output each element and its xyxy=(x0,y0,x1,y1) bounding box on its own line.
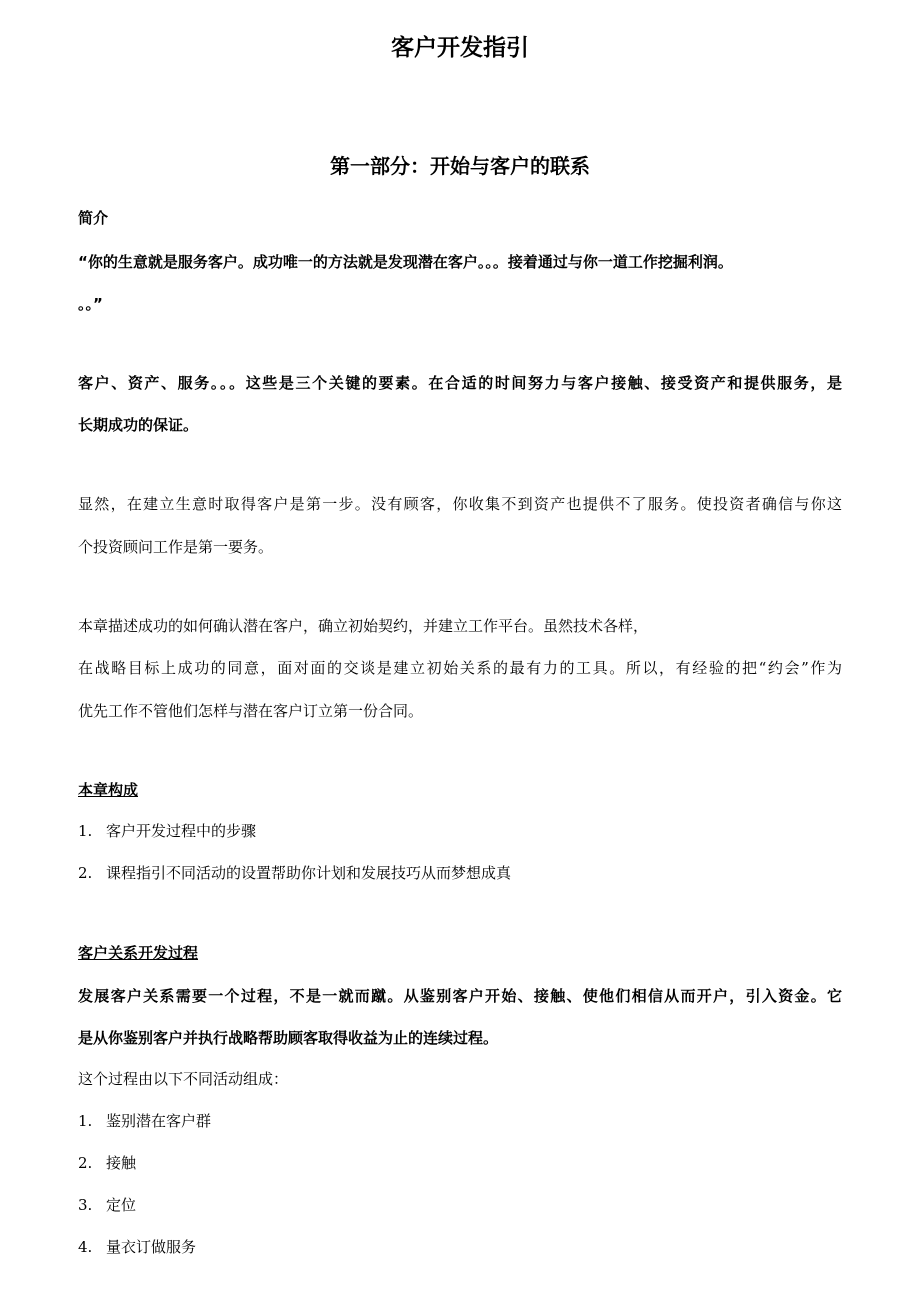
paragraph-line: 在战略目标上成功的同意，面对面的交谈是建立初始关系的最有力的工具。所以，有经验的把“约会”作为 xyxy=(78,659,842,677)
intro-heading: 简介 xyxy=(78,209,109,227)
paragraph-line: 显然，在建立生意时取得客户是第一步。没有顾客，你收集不到资产也提供不了服务。使投资者确信与你这 xyxy=(78,495,842,513)
list-item xyxy=(78,1152,842,1174)
list-item-number: 3. xyxy=(78,1196,93,1214)
section-heading xyxy=(78,942,842,964)
document-title: 客户开发指引 xyxy=(391,35,529,61)
list-item xyxy=(78,1236,842,1258)
intro-quote-line: “你的生意就是服务客户。成功唯一的方法就是发现潜在客户。。。接着通过与你一道工作挖掘利润。 xyxy=(78,253,733,271)
list-item-text: 课程指引不同活动的设置帮助你计划和发展技巧从而梦想成真 xyxy=(106,864,512,882)
list-item-number: 1. xyxy=(78,822,93,840)
part-title: 第一部分：开始与客户的联系 xyxy=(330,154,590,178)
list-item-number: 4. xyxy=(78,1238,93,1256)
section-heading-text: 客户关系开发过程 xyxy=(78,944,199,962)
list-item-number: 1. xyxy=(78,1112,93,1130)
key-elements-line: 长期成功的保证。 xyxy=(78,416,199,434)
process-intro: 这个过程由以下不同活动组成： xyxy=(78,1070,289,1088)
list-item-number: 2. xyxy=(78,1154,93,1172)
intro-quote-line: 。。” xyxy=(78,295,103,313)
list-item xyxy=(78,1110,842,1132)
list-item-text: 客户开发过程中的步骤 xyxy=(106,822,257,840)
list-item xyxy=(78,862,842,884)
process-bold-line: 是从你鉴别客户并执行战略帮助顾客取得收益为止的连续过程。 xyxy=(78,1029,499,1047)
paragraph-line: 优先工作不管他们怎样与潜在客户订立第一份合同。 xyxy=(78,702,424,720)
list-item-text: 定位 xyxy=(106,1196,137,1214)
list-item-number: 2. xyxy=(78,864,93,882)
list-item xyxy=(78,1194,842,1216)
paragraph-line: 本章描述成功的如何确认潜在客户，确立初始契约，并建立工作平台。虽然技术各样， xyxy=(78,617,649,635)
key-elements-line: 客户、资产、服务。。。这些是三个关键的要素。在合适的时间努力与客户接触、接受资产和提供服务，是 xyxy=(78,374,842,392)
paragraph-line: 个投资顾问工作是第一要务。 xyxy=(78,538,274,556)
list-item xyxy=(78,820,842,842)
list-item-text: 鉴别潜在客户群 xyxy=(106,1112,212,1130)
list-item-text: 量衣订做服务 xyxy=(106,1238,197,1256)
process-bold-line: 发展客户关系需要一个过程，不是一就而蹴。从鉴别客户开始、接触、使他们相信从而开户，引入资金。它 xyxy=(78,987,842,1005)
section-heading xyxy=(78,779,842,801)
section-heading-text: 本章构成 xyxy=(78,781,139,799)
list-item-text: 接触 xyxy=(106,1154,137,1172)
